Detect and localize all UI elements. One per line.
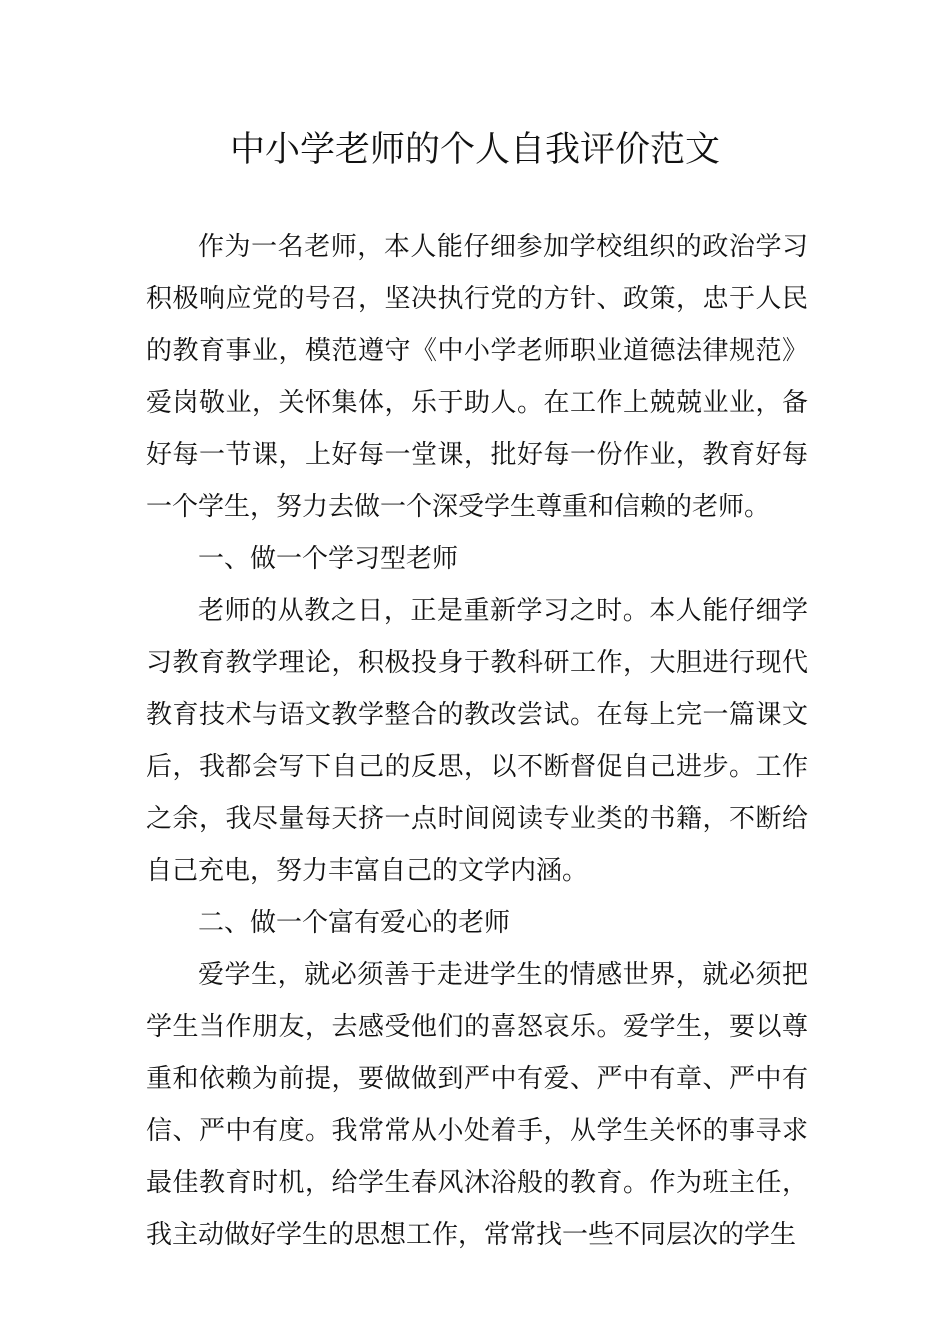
section-heading-caring-teacher: 二、做一个富有爱心的老师 <box>198 908 511 938</box>
paragraph-caring: 爱学生，就必须善于走进学生的情感世界，就必须把学生当作朋友，去感受他们的喜怒哀乐。爱学生，要以尊重和依赖为前提，要做做到严中有爱、严中有章、严中有信、严中有度。我常常从小处着手，从学生关怀的事寻求最佳教育时机，给学生春风沐浴般的教育。作为班主任，我主动做好学生的思想工作，常常找一些不同层次的学生 <box>146 960 808 1250</box>
paragraph-intro: 作为一名老师，本人能仔细参加学校组织的政治学习积极响应党的号召，坚决执行党的方针、政策，忠于人民的教育事业，模范遵守《中小学老师职业道德法律规范》爱岗敬业，关怀集体，乐于助人。在工作上兢兢业业，备好每一节课，上好每一堂课，批好每一份作业，教育好每一个学生，努力去做一个深受学生尊重和信赖的老师。 <box>146 232 808 522</box>
document-body <box>146 221 808 1261</box>
section-heading-learning-teacher: 一、做一个学习型老师 <box>198 544 459 574</box>
document-title: 中小学老师的个人自我评价范文 <box>229 130 720 170</box>
paragraph-learning: 老师的从教之日，正是重新学习之时。本人能仔细学习教育教学理论，积极投身于教科研工作，大胆进行现代教育技术与语文教学整合的教改尝试。在每上完一篇课文后，我都会写下自己的反思，以不断督促自己进步。工作之余，我尽量每天挤一点时间阅读专业类的书籍，不断给自己充电，努力丰富自己的文学内涵。 <box>146 596 808 886</box>
